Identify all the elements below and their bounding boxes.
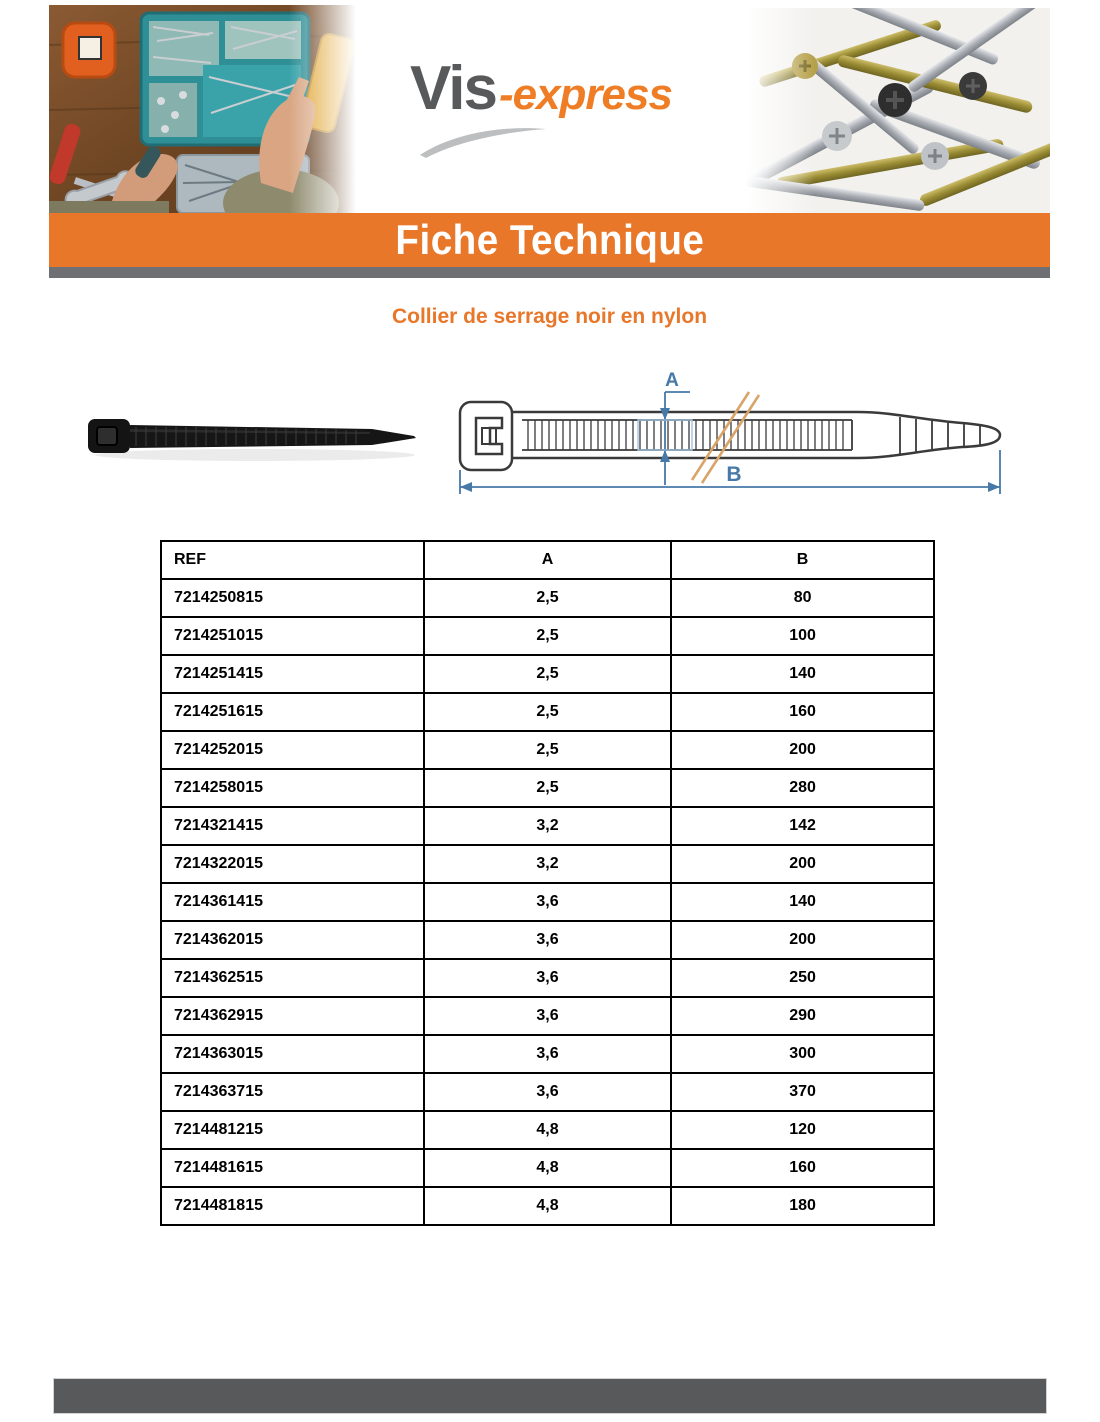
ref-cell: 7214252015 (161, 731, 424, 769)
brand-name-primary: Vis (410, 54, 496, 123)
table-row (161, 579, 934, 617)
table-row (161, 617, 934, 655)
a-cell: 3,6 (424, 997, 671, 1035)
b-cell: 290 (671, 997, 934, 1035)
banner (49, 213, 1050, 267)
table-row (161, 1187, 934, 1225)
a-cell: 2,5 (424, 579, 671, 617)
ref-cell: 7214362015 (161, 921, 424, 959)
product-title: Collier de serrage noir en nylon (391, 305, 708, 328)
b-cell: 200 (671, 845, 934, 883)
ref-cell: 7214251615 (161, 693, 424, 731)
logo-swoosh-icon (416, 125, 551, 161)
a-cell: 3,6 (424, 1035, 671, 1073)
workbench-photo (49, 5, 356, 213)
col-header-ref: REF (161, 541, 424, 579)
a-cell: 3,6 (424, 959, 671, 997)
b-cell: 100 (671, 617, 934, 655)
spec-table-body (161, 579, 934, 1225)
col-header-a: A (424, 541, 671, 579)
screws-pile-photo (745, 8, 1050, 213)
table-row (161, 731, 934, 769)
table-row (161, 807, 934, 845)
brand-name-secondary: -express (498, 70, 672, 119)
b-cell: 180 (671, 1187, 934, 1225)
table-row (161, 655, 934, 693)
table-header-row (161, 541, 934, 579)
a-cell: 3,6 (424, 1073, 671, 1111)
ref-cell: 7214363715 (161, 1073, 424, 1111)
dim-label-b: B (726, 463, 742, 486)
banner-title: Fiche Technique (395, 216, 704, 263)
ref-cell: 7214481615 (161, 1149, 424, 1187)
a-cell: 3,2 (424, 845, 671, 883)
table-row (161, 769, 934, 807)
b-cell: 140 (671, 655, 934, 693)
ref-cell: 7214361415 (161, 883, 424, 921)
a-cell: 4,8 (424, 1111, 671, 1149)
a-cell: 3,6 (424, 921, 671, 959)
a-cell: 2,5 (424, 769, 671, 807)
b-cell: 160 (671, 693, 934, 731)
b-cell: 120 (671, 1111, 934, 1149)
ref-cell: 7214258015 (161, 769, 424, 807)
b-cell: 200 (671, 921, 934, 959)
brand-logo-text (410, 53, 672, 124)
header (49, 5, 1050, 213)
b-cell: 140 (671, 883, 934, 921)
ref-cell: 7214363015 (161, 1035, 424, 1073)
ref-cell: 7214481815 (161, 1187, 424, 1225)
a-cell: 4,8 (424, 1149, 671, 1187)
b-cell: 142 (671, 807, 934, 845)
table-row (161, 1035, 934, 1073)
ref-cell: 7214251015 (161, 617, 424, 655)
divider-bar (49, 267, 1050, 278)
col-header-b: B (671, 541, 934, 579)
b-cell: 280 (671, 769, 934, 807)
b-cell: 300 (671, 1035, 934, 1073)
b-cell: 160 (671, 1149, 934, 1187)
ref-cell: 7214251415 (161, 655, 424, 693)
table-row (161, 883, 934, 921)
ref-cell: 7214321415 (161, 807, 424, 845)
a-cell: 3,2 (424, 807, 671, 845)
b-cell: 80 (671, 579, 934, 617)
a-cell: 2,5 (424, 617, 671, 655)
a-cell: 2,5 (424, 731, 671, 769)
table-row (161, 1149, 934, 1187)
table-row (161, 959, 934, 997)
cable-tie-product-photo (80, 393, 425, 493)
table-row (161, 997, 934, 1035)
table-row (161, 1111, 934, 1149)
a-cell: 2,5 (424, 655, 671, 693)
spec-table (160, 540, 935, 1226)
ref-cell: 7214362515 (161, 959, 424, 997)
ref-cell: 7214362915 (161, 997, 424, 1035)
table-row (161, 845, 934, 883)
a-cell: 4,8 (424, 1187, 671, 1225)
ref-cell: 7214322015 (161, 845, 424, 883)
b-cell: 200 (671, 731, 934, 769)
b-cell: 250 (671, 959, 934, 997)
cable-tie-technical-drawing (452, 370, 1012, 510)
table-row (161, 693, 934, 731)
dim-label-a: A (665, 370, 679, 391)
brand-logo (356, 5, 745, 213)
b-cell: 370 (671, 1073, 934, 1111)
ref-cell: 7214481215 (161, 1111, 424, 1149)
a-cell: 3,6 (424, 883, 671, 921)
footer-bar (53, 1378, 1047, 1414)
table-row (161, 1073, 934, 1111)
table-row (161, 921, 934, 959)
a-cell: 2,5 (424, 693, 671, 731)
ref-cell: 7214250815 (161, 579, 424, 617)
